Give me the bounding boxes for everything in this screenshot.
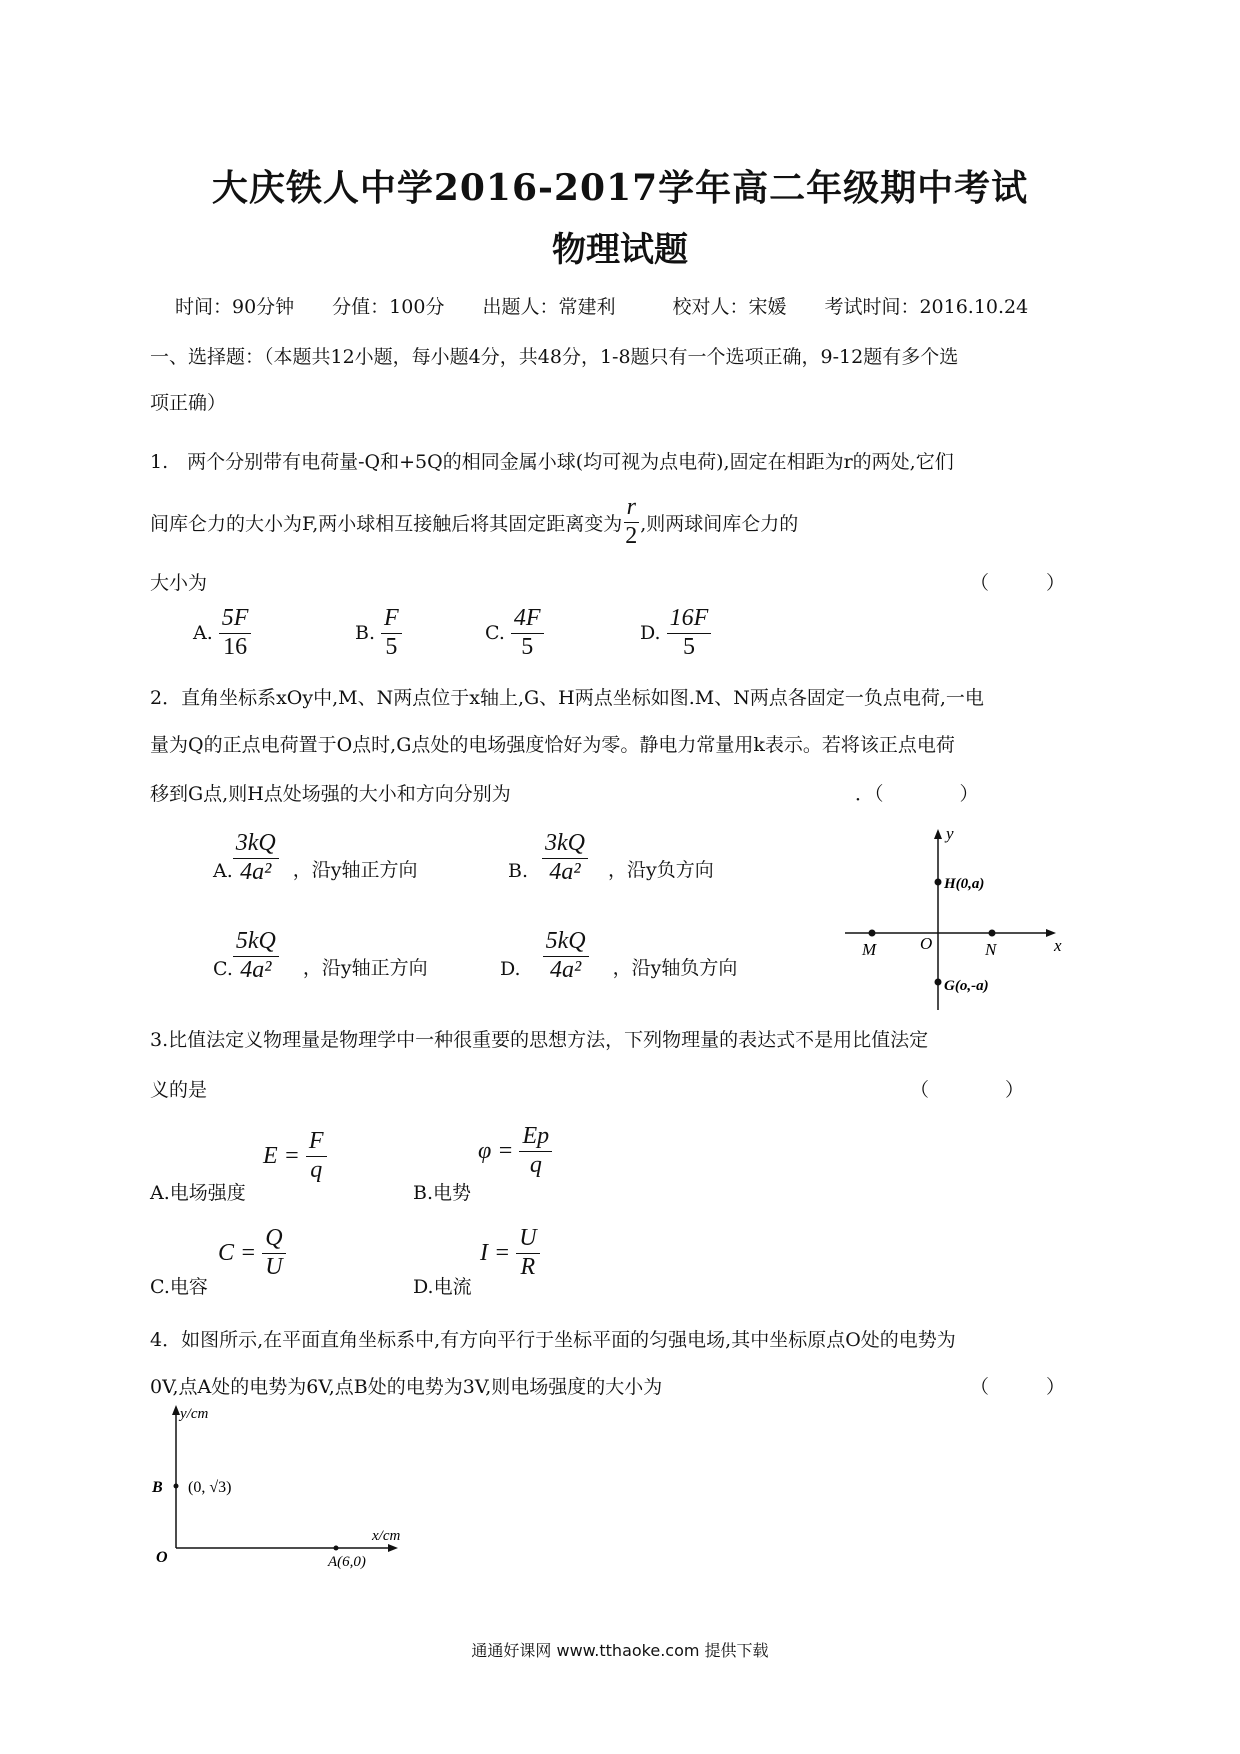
q2-y-label: y bbox=[946, 825, 954, 843]
q3-option-b-label: B.电势 bbox=[413, 1182, 472, 1204]
q4-y-label: y/cm bbox=[180, 1406, 209, 1422]
q1-frac-r-2: $\frac{r}{2}$ bbox=[625, 494, 638, 549]
q4-point-a bbox=[334, 1546, 339, 1551]
q2-option-b: B. $\frac{3kQ}{\text{4a²}}$ ，沿y负方向 bbox=[508, 830, 714, 885]
q2-option-a: A. $\frac{3kQ}{\text{4a²}}$ ，沿y轴正方向 bbox=[213, 830, 418, 885]
q2-option-c: C. $\frac{5kQ}{\text{4a²}}$ ，沿y轴正方向 bbox=[213, 928, 428, 983]
q3-option-d-label: D.电流 bbox=[413, 1276, 472, 1298]
q1-option-d: D. $\frac{16F}{5}$ bbox=[640, 605, 711, 661]
q1-line2 bbox=[150, 494, 798, 550]
q3-option-c-formula: C = $\frac{Q}{U}$ bbox=[218, 1225, 286, 1281]
q2-g-label: G(o,-a) bbox=[944, 978, 989, 994]
q3-option-a-label: A.电场强度 bbox=[150, 1182, 246, 1204]
q2-coordinate-figure bbox=[840, 825, 1070, 1015]
q2-o-label: O bbox=[920, 934, 933, 953]
q4-line1: 4．如图所示,在平面直角坐标系中,有方向平行于坐标平面的匀强电场,其中坐标原点O处的电势为 bbox=[150, 1329, 956, 1351]
q3-option-a-formula: E = $\frac{F}{q}$ bbox=[263, 1128, 327, 1184]
q4-point-b bbox=[174, 1484, 179, 1489]
q1-option-c: C. $\frac{4F}{5}$ bbox=[485, 605, 544, 661]
exam-info: 时间：90分钟 分值：100分 出题人：常建利 校对人：宋媛 考试时间：2016.10.24 bbox=[175, 296, 1029, 318]
q4-line2: 0V,点A处的电势为6V,点B处的电势为3V,则电场强度的大小为 bbox=[150, 1376, 663, 1398]
q2-line1: 2．直角坐标系xOy中,M、N两点位于x轴上,G、H两点坐标如图.M、N两点各固定一负点电荷,一电 bbox=[150, 687, 984, 709]
q3-option-d-formula: I = $\frac{U}{R}$ bbox=[480, 1225, 540, 1281]
q2-answer-bracket: ．（ ） bbox=[855, 783, 979, 805]
q3-line1: 3.比值法定义物理量是物理学中一种很重要的思想方法，下列物理量的表达式不是用比值法定 bbox=[150, 1029, 929, 1051]
q1-option-b: B. $\frac{F}{5}$ bbox=[355, 605, 402, 661]
exam-title: 大庆铁人中学2016-2017学年高二年级期中考试 bbox=[211, 167, 1029, 209]
q2-point-h bbox=[935, 879, 942, 886]
q3-answer-bracket: （ ） bbox=[910, 1079, 1025, 1101]
q2-n-label: N bbox=[985, 940, 997, 959]
page-footer: 通通好课网 www.tthaoke.com 提供下载 bbox=[471, 1641, 769, 1660]
q4-b-coord: (0, √3) bbox=[188, 1479, 232, 1496]
q1-option-a: A. $\frac{5F}{16}$ bbox=[193, 605, 251, 661]
q2-point-m bbox=[869, 930, 876, 937]
q2-y-arrow-icon bbox=[934, 829, 942, 839]
q2-point-g bbox=[935, 979, 942, 986]
q1-line1: 1. 两个分别带有电荷量-Q和+5Q的相同金属小球(均可视为点电荷),固定在相距为r的两处,它们 bbox=[150, 451, 954, 473]
q4-x-label: x/cm bbox=[372, 1528, 401, 1544]
q4-o-label: O bbox=[156, 1549, 168, 1566]
q2-m-label: M bbox=[862, 940, 877, 959]
q1-line2a: 间库仑力的大小为F,两小球相互接触后将其固定距离变为 bbox=[150, 512, 623, 535]
q2-x-label: x bbox=[1054, 936, 1062, 955]
q2-point-n bbox=[989, 930, 996, 937]
q1-answer-bracket: （ ） bbox=[970, 572, 1066, 594]
q2-option-d: D. $\frac{5kQ}{\text{4a²}}$ ，沿y轴负方向 bbox=[500, 928, 738, 983]
q4-y-arrow-icon bbox=[172, 1405, 180, 1415]
section-heading: 一、选择题：（本题共12小题，每小题4分，共48分，1-8题只有一个选项正确，9-12题有多个选 bbox=[150, 346, 959, 368]
q4-b-label: B bbox=[152, 1479, 163, 1496]
q3-option-c-label: C.电容 bbox=[150, 1276, 208, 1298]
section-heading-cont: 项正确） bbox=[150, 392, 227, 414]
exam-subtitle: 物理试题 bbox=[552, 230, 688, 270]
q2-line2: 量为Q的正点电荷置于O点时,G点处的电场强度恰好为零。静电力常量用k表示。若将该正点电荷 bbox=[150, 734, 955, 756]
q4-coordinate-figure bbox=[140, 1400, 440, 1570]
q4-answer-bracket: （ ） bbox=[970, 1376, 1066, 1398]
q1-line3: 大小为 bbox=[150, 572, 208, 594]
q4-x-arrow-icon bbox=[388, 1544, 398, 1552]
q2-h-label: H(0,a) bbox=[944, 876, 985, 892]
q2-line3: 移到G点,则H点处场强的大小和方向分别为 bbox=[150, 783, 511, 805]
q1-line2b: ,则两球间库仑力的 bbox=[640, 512, 799, 535]
q4-a-label: A(6,0) bbox=[328, 1554, 366, 1570]
q3-line2: 义的是 bbox=[150, 1079, 208, 1101]
q3-option-b-formula: φ = $\frac{Ep}{q}$ bbox=[478, 1123, 552, 1179]
